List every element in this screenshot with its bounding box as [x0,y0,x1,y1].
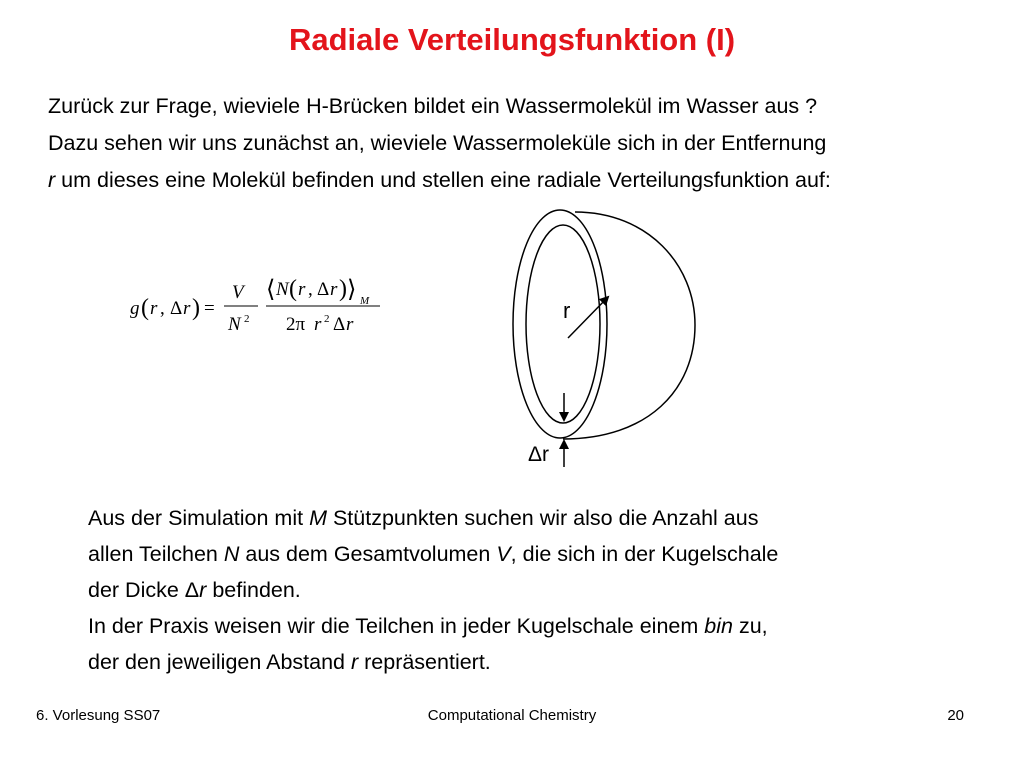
body-line-3: der Dicke Δr befinden. [88,578,301,602]
intro-r-var: r [48,168,56,192]
outer-shell-ellipse [513,210,607,438]
formula-g: g [130,298,140,319]
formula-r-3: r [298,279,306,300]
term-bin: bin [704,614,733,638]
formula-lparen-1: ( [141,295,149,321]
intro-line-2: Dazu sehen wir uns zunächst an, wieviele Wassermoleküle sich in der Entfernung [48,131,827,155]
intro-line-1: Zurück zur Frage, wieviele H-Brücken bildet ein Wassermolekül im Wasser aus ? [48,94,818,118]
formula-delta-1: Δ [170,298,183,319]
formula-sup2-1: 2 [244,313,250,325]
formula-comma-2: , [308,279,313,300]
explanation-text [88,500,778,680]
var-V: V [496,542,511,566]
formula-r-6: r [346,314,354,335]
formula-r-5: r [314,314,322,335]
spherical-shell-diagram [508,205,703,475]
var-r: r [199,578,207,602]
formula-N-2: N [276,279,289,300]
shell-thickness-label: Δr [528,443,550,466]
inner-shell-ellipse [526,225,600,423]
formula-lparen-2: ( [289,276,297,302]
radius-arrow [568,297,608,338]
var-M: M [309,506,327,530]
body-line-4: In der Praxis weisen wir die Teilchen in jeder Kugelschale einem bin zu, [88,614,768,638]
rdf-formula [128,268,398,348]
delta-symbol: Δ [184,578,200,602]
intro-line-3 [48,162,831,199]
footer-lecture: 6. Vorlesung SS07 [36,707,161,724]
formula-rparen-2: ) [339,276,347,302]
formula-delta-3: Δ [333,314,346,335]
formula-subscript-M: M [360,295,370,307]
formula-r-2: r [183,298,191,319]
formula-delta-2: Δ [317,279,330,300]
formula-N-1: N [228,314,241,335]
formula-V: V [232,282,244,303]
var-N: N [223,542,240,566]
var-r-2: r [350,650,359,674]
body-line-2: allen Teilchen N aus dem Gesamtvolumen V, die sich in der Kugelschale [88,542,779,566]
formula-rangle: ⟩ [347,277,357,303]
formula-comma-1: , [160,298,165,319]
formula-sup2-2: 2 [324,313,330,325]
body-line-1: Aus der Simulation mit M Stützpunkten suchen wir also die Anzahl aus [88,506,759,530]
formula-two-pi: 2π [286,314,306,335]
formula-rparen-1: ) [192,295,200,321]
formula-equals: = [204,298,215,319]
formula-r-1: r [150,298,158,319]
hemisphere-outline [563,212,695,439]
footer-course: Computational Chemistry [427,707,597,724]
intro-line-3-rest: um dieses eine Molekül befinden und stellen eine radiale Verteilungsfunktion auf: [55,168,831,192]
footer-page-number: 20 [947,707,964,724]
formula-langle: ⟨ [266,277,276,303]
intro-text [48,88,831,199]
slide-title: Radiale Verteilungsfunktion (I) [288,22,736,57]
radius-label: r [563,298,571,323]
formula-r-4: r [330,279,338,300]
body-line-5: der den jeweiligen Abstand r repräsentiert. [88,650,491,674]
